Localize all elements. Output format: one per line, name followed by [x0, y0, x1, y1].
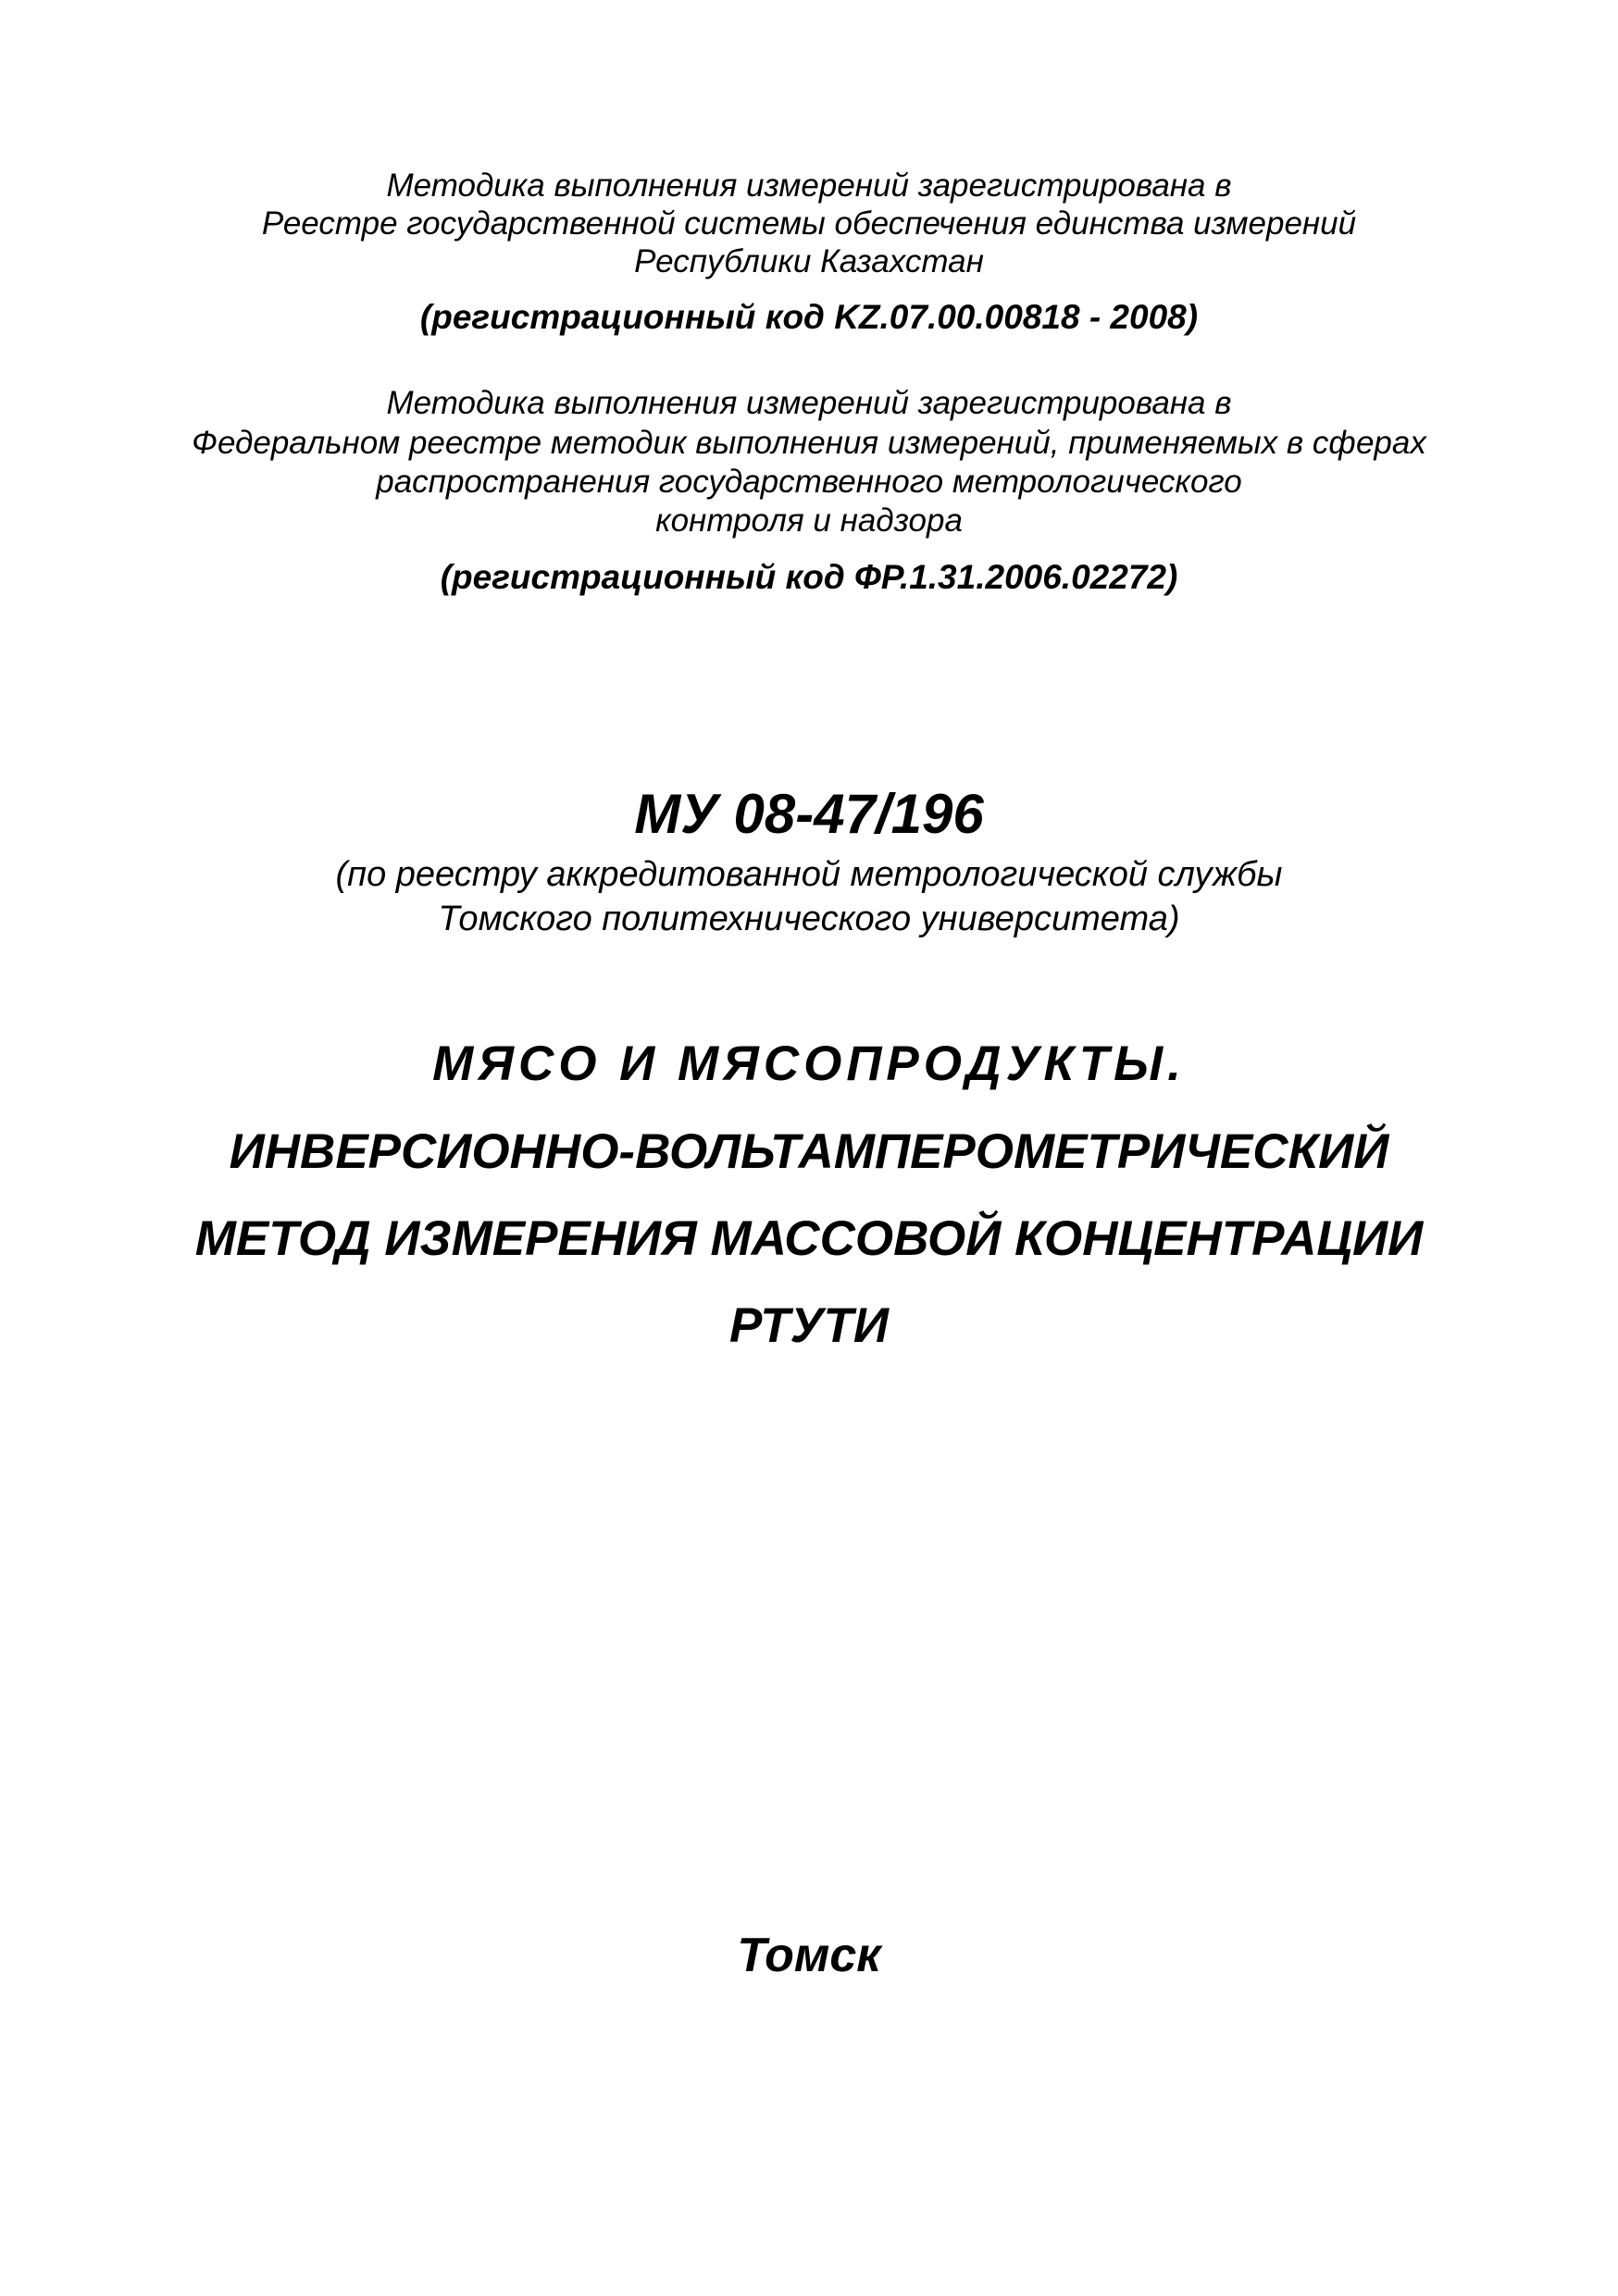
ru-registration-line-2: Федеральном реестре методик выполнения измерений, применяемых в сферах	[192, 425, 1426, 461]
document-number: МУ 08-47/196	[634, 783, 984, 845]
ru-registration-line-1: Методика выполнения измерений зарегистрирована в	[386, 385, 1232, 421]
registry-note-line-2: Томского политехнического университета)	[438, 900, 1180, 938]
title-line-1: МЯСО И МЯСОПРОДУКТЫ.	[432, 1036, 1186, 1091]
title-line-3: МЕТОД ИЗМЕРЕНИЯ МАССОВОЙ КОНЦЕНТРАЦИИ	[194, 1211, 1424, 1266]
kz-registration-line-1: Методика выполнения измерений зарегистрирована в	[386, 168, 1232, 204]
ru-registration-line-4: контроля и надзора	[655, 503, 963, 539]
kz-registration-code: (регистрационный код KZ.07.00.00818 - 2008)	[419, 298, 1199, 336]
ru-registration-code: (регистрационный код ФР.1.31.2006.02272)	[440, 558, 1178, 596]
kz-registration-line-3: Республики Казахстан	[634, 243, 984, 279]
ru-registration-line-3: распространения государственного метрологического	[376, 464, 1242, 500]
title-line-4: РТУТИ	[728, 1298, 890, 1353]
kz-registration-line-2: Реестре государственной системы обеспечения единства измерений	[261, 205, 1357, 242]
registry-note-line-1: (по реестру аккредитованной метрологической службы	[335, 855, 1283, 894]
city: Томск	[737, 1929, 881, 1982]
title-line-2: ИНВЕРСИОННО-ВОЛЬТАМПЕРОМЕТРИЧЕСКИЙ	[229, 1124, 1389, 1179]
